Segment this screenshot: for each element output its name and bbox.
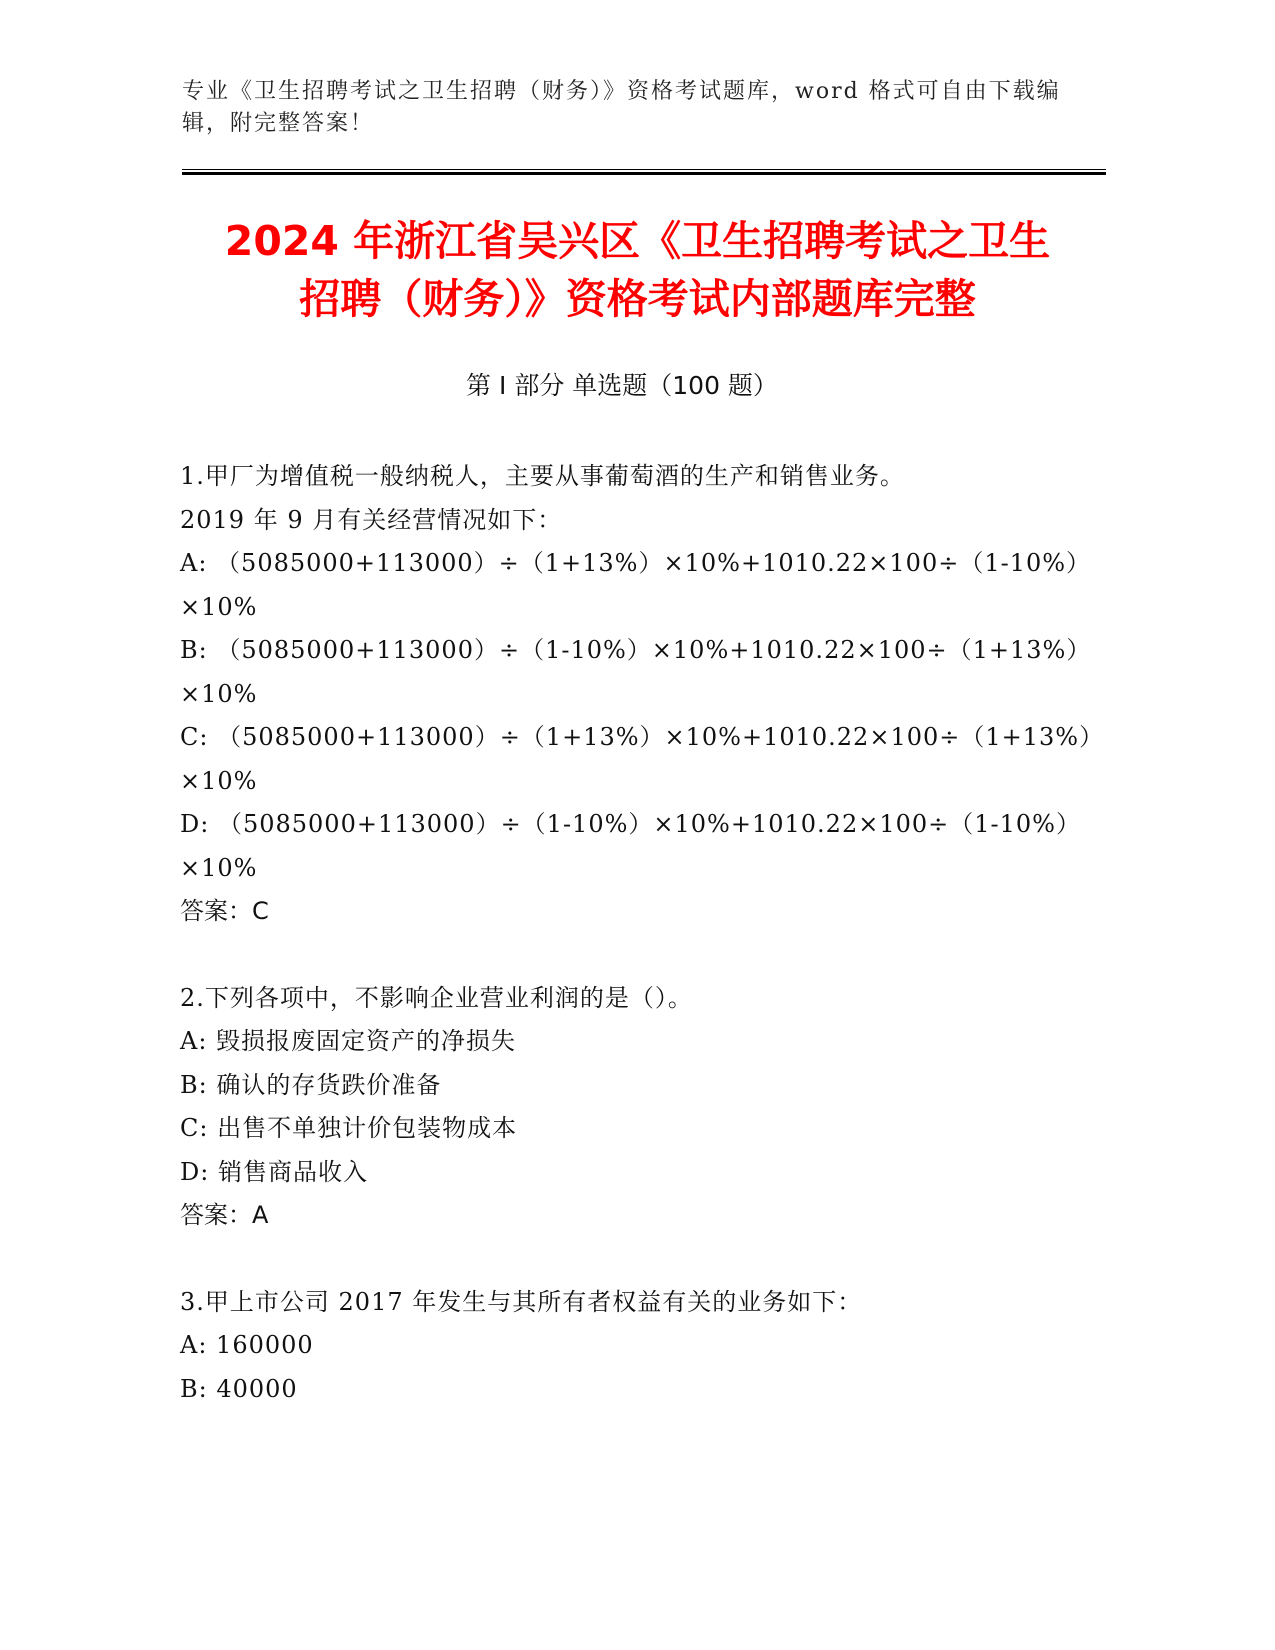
header-note: 专业《卫生招聘考试之卫生招聘（财务）》资格考试题库，word 格式可自由下载编辑，附完整答案！ [182,79,1061,136]
question-1-answer: 答案：C [180,897,269,925]
question-1-option-c-cont: ×10% [180,766,258,795]
header-rule-thick [182,172,1106,175]
question-2-option-b: B: 确认的存货跌价准备 [180,1070,442,1099]
question-1-option-a: A: （5085000+113000）÷（1+13%）×10%+1010.22×100÷（1-10%） [180,549,1092,577]
question-2-stem: 2.下列各项中，不影响企业营业利润的是（）。 [180,983,693,1012]
question-1-option-d-cont: ×10% [180,853,258,882]
document-title-line-1: 2024 年浙江省吴兴区《卫生招聘考试之卫生 [224,217,1051,265]
question-2 [180,977,1060,1238]
question-3-stem: 3.甲上市公司 2017 年发生与其所有者权益有关的业务如下： [180,1287,863,1316]
question-2-answer: 答案：A [180,1201,269,1229]
question-2-option-a: A: 毁损报废固定资产的净损失 [180,1027,517,1055]
question-1-stem-line-1: 1.甲厂为增值税一般纳税人，主要从事葡萄酒的生产和销售业务。 [180,462,905,490]
question-1-stem-line-2: 2019 年 9 月有关经营情况如下： [180,505,563,534]
question-1-option-d: D: （5085000+113000）÷（1-10%）×10%+1010.22×100÷（1-10%） [180,810,1081,838]
question-2-option-d: D: 销售商品收入 [180,1157,368,1186]
question-3-option-a: A: 160000 [180,1331,314,1359]
question-list [180,455,1105,1454]
question-3-option-b: B: 40000 [180,1374,298,1403]
header-rule-thin [182,169,1106,170]
document-title [160,212,1115,328]
question-2-option-c: C: 出售不单独计价包装物成本 [180,1114,518,1142]
question-1-option-b-cont: ×10% [180,679,258,708]
question-1-option-a-cont: ×10% [180,592,258,621]
section-title: 第 I 部分 单选题（100 题） [466,371,778,400]
question-1 [180,455,1105,934]
question-1-option-b: B: （5085000+113000）÷（1-10%）×10%+1010.22×100÷（1+13%） [180,636,1092,664]
question-3 [180,1281,1060,1412]
question-1-option-c: C: （5085000+113000）÷（1+13%）×10%+1010.22×100÷（1+13%） [180,723,1105,751]
document-title-line-2: 招聘（财务）》资格考试内部题库完整 [299,275,976,323]
